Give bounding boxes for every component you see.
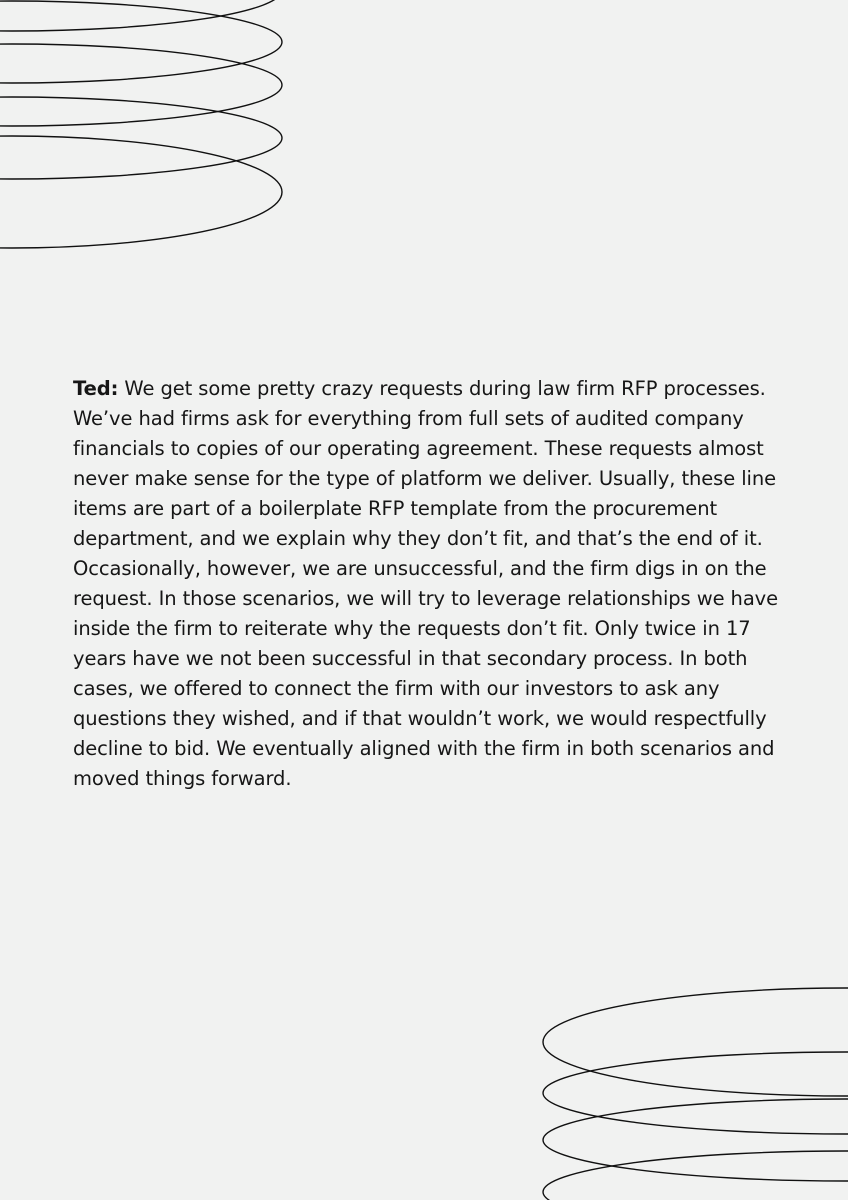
ring xyxy=(0,44,282,126)
ring xyxy=(0,97,282,179)
ring xyxy=(543,988,848,1096)
ring xyxy=(0,136,282,248)
ring-stack-bottom-right xyxy=(543,988,848,1200)
quote-paragraph xyxy=(73,374,785,794)
ring xyxy=(0,1,282,83)
quote-body: We get some pretty crazy requests during law firm RFP processes. We’ve had firms ask for everything from full sets of audited company financials to copies of our operating agreement. These requests almost never make sense for the type of platform we deliver. Usually, these line items are part of a boilerplate RFP template from the procurement department, and we explain why they don’t fit, and that’s the end of it. Occasionally, however, we are unsuccessful, and the firm digs in on the request. In those scenarios, we will try to leverage relationships we have inside the firm to reiterate why the requests don’t fit. Only twice in 17 years have we not been successful in that secondary process. In both cases, we offered to connect the firm with our investors to ask any questions they wished, and if that wouldn’t work, we would respectfully decline to bid. We eventually aligned with the firm in both scenarios and moved things forward. xyxy=(73,377,779,790)
ring xyxy=(543,1052,848,1134)
ring xyxy=(543,1099,848,1181)
ring xyxy=(0,0,282,31)
speaker-name: Ted: xyxy=(73,377,119,400)
ring-stack-top-left xyxy=(0,0,282,248)
